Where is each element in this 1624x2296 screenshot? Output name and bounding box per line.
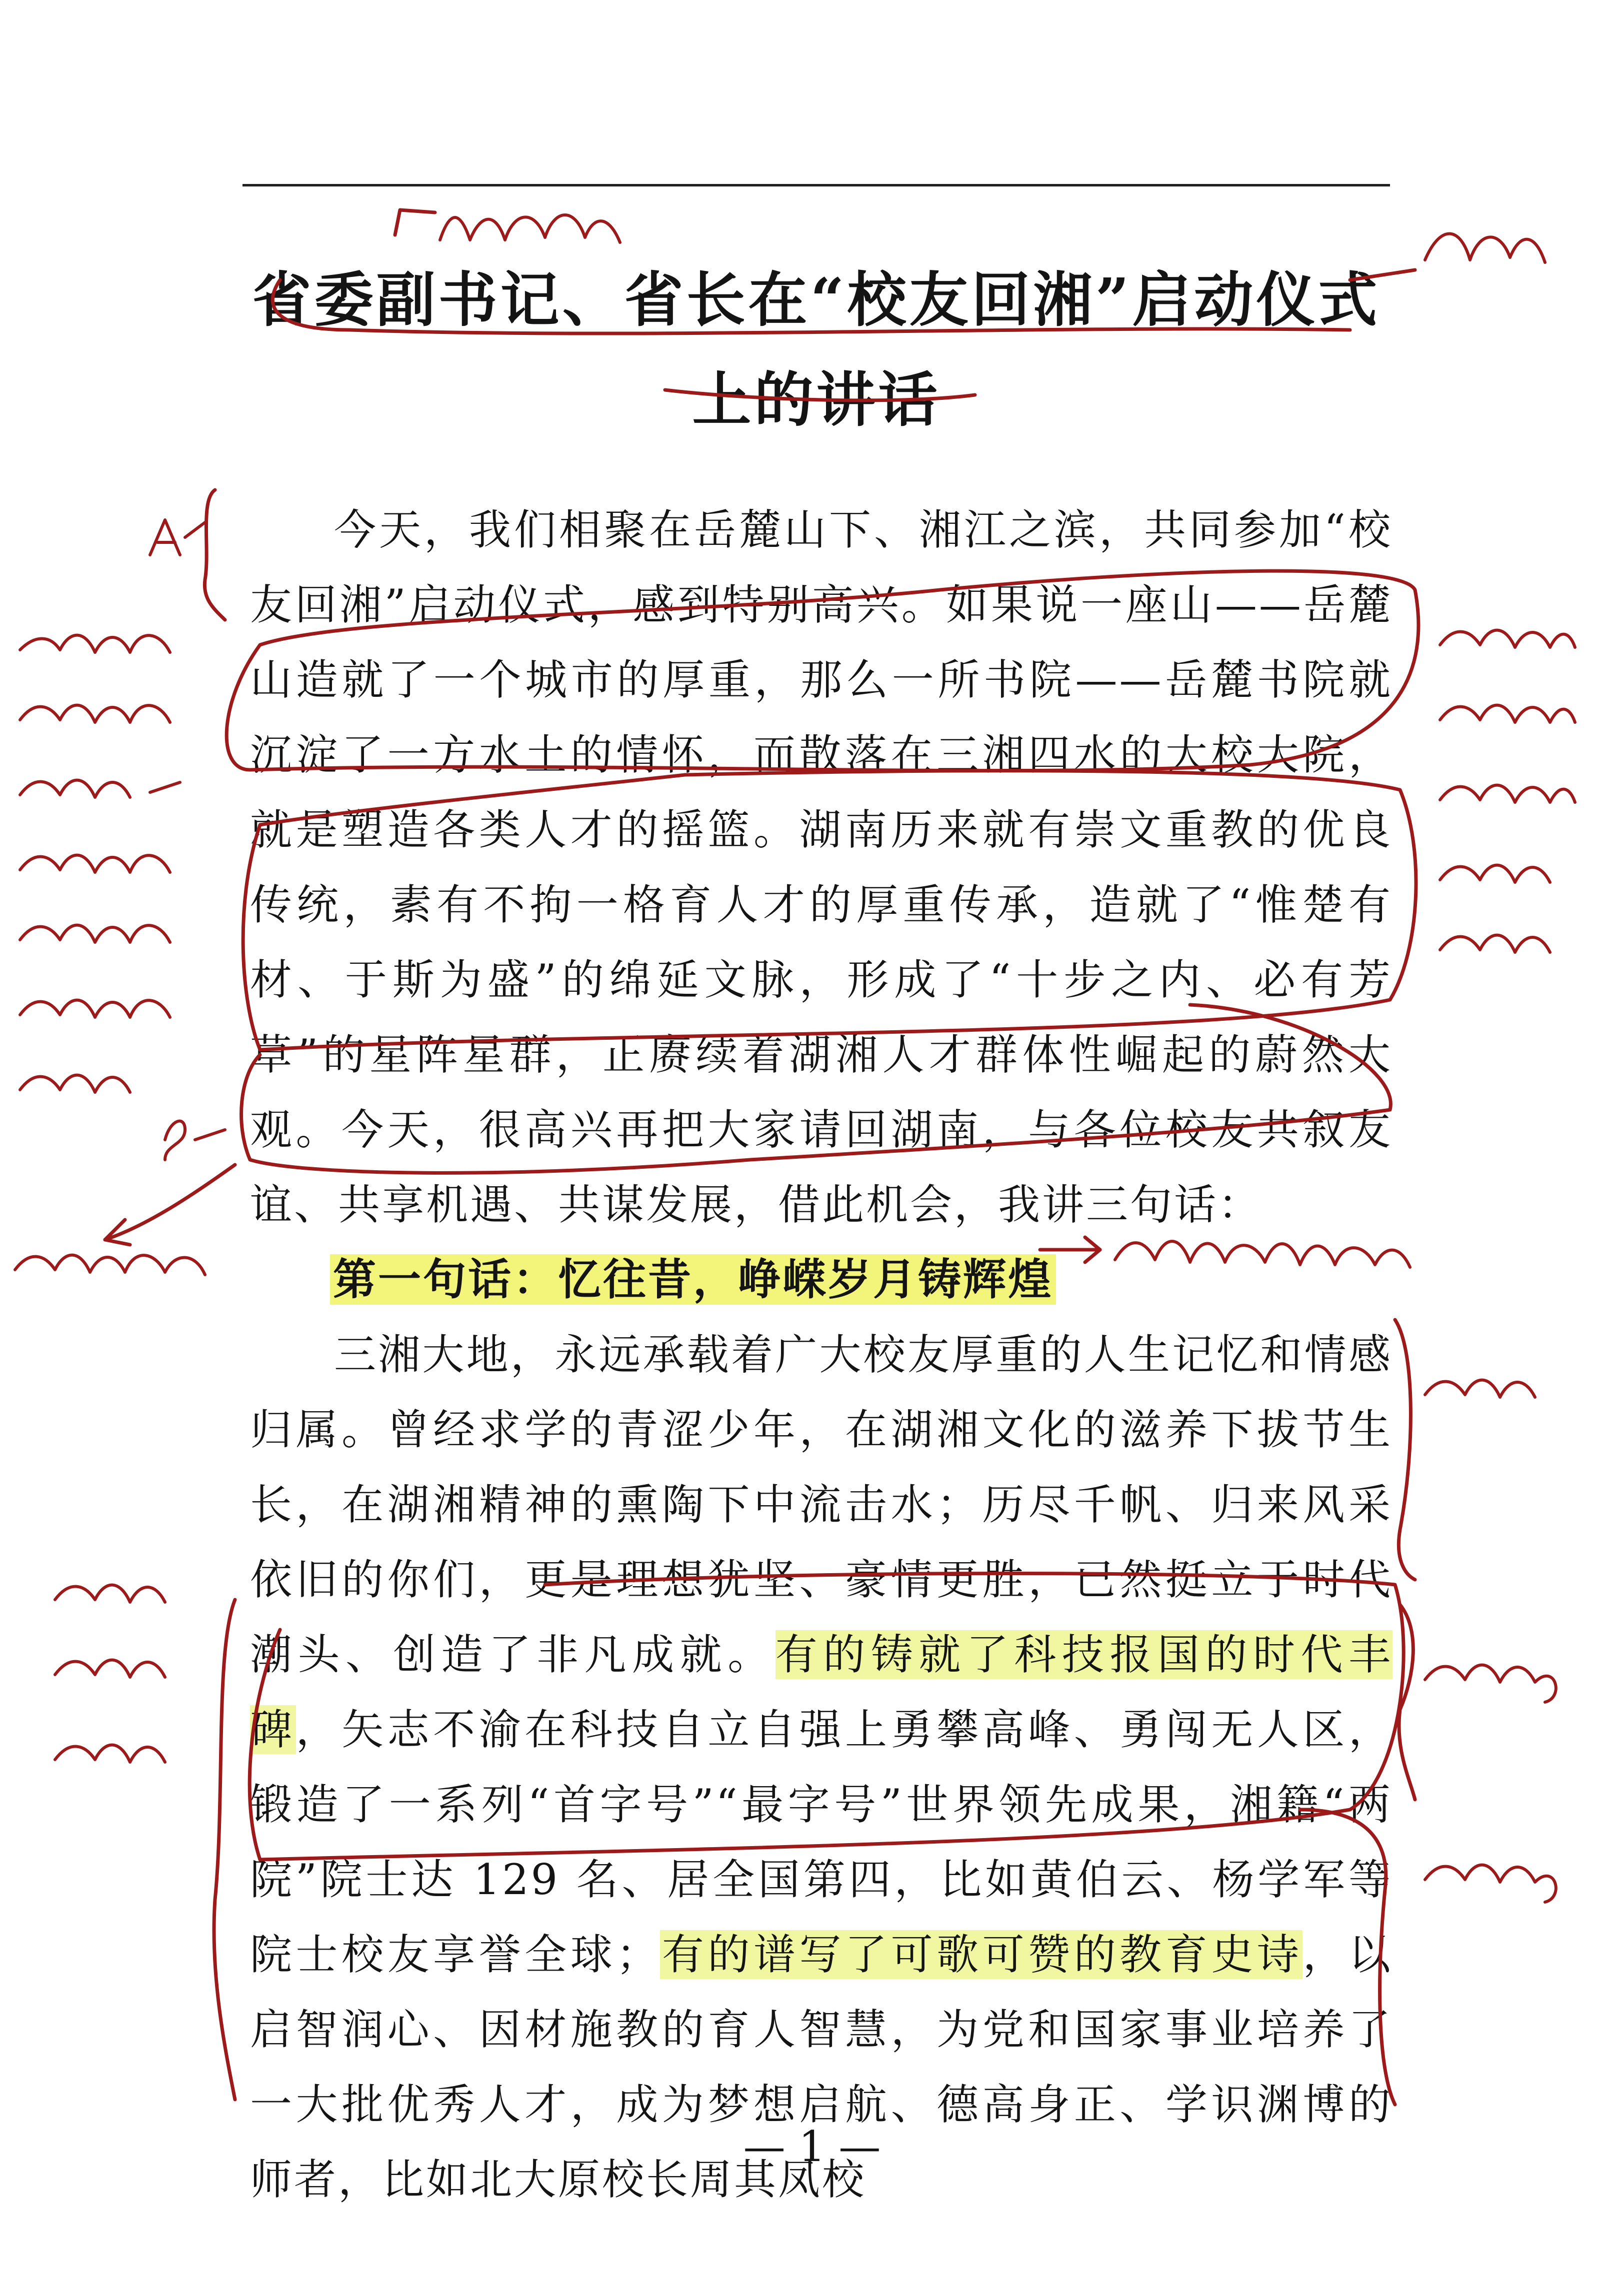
header-rule [242,184,1390,186]
section-paragraph [250,1317,1392,2217]
section-paragraph-example-2: ，以启智润心、因材施教的育人智慧，为党和国家事业培养了一大批优秀人才，成为梦想启航、德高身正、学识渊博的师者，比如北大原校长周其凤校 [250,1930,1392,2204]
highlight-example-1: 有的铸就了科技报国的时代丰碑 [250,1630,1392,1754]
section-paragraph-example-1: ，矢志不渝在科技自立自强上勇攀高峰、勇闯无人区，锻造了一系列“首字号”“最字号”世界领先成果，湘籍“两院”院士达 129 名、居全国第四，比如黄伯云、杨学军等院士校友享誉全球； [250,1705,1392,1979]
section-heading-text: 第一句话：忆往昔，峥嵘岁月铸辉煌 [330,1254,1056,1305]
section-paragraph-intro: 三湘大地，永远承载着广大校友厚重的人生记忆和情感归属。曾经求学的青涩少年，在湖湘文化的滋养下拔节生长，在湖湘精神的熏陶下中流击水；历尽千帆、归来风采依旧的你们，更是理想犹坚、豪情更胜，已然挺立于时代潮头、创造了非凡成就。 [250,1330,1392,1679]
section-heading [250,1242,1392,1317]
document-body [250,492,1392,2217]
highlight-example-2: 有的谱写了可歌可赞的教育史诗 [660,1930,1303,1979]
opening-paragraph: 今天，我们相聚在岳麓山下、湘江之滨，共同参加“校友回湘”启动仪式，感到特别高兴。如果说一座山——岳麓山造就了一个城市的厚重，那么一所书院——岳麓书院就沉淀了一方水土的情怀，而散落在三湘四水的大校大院，就是塑造各类人才的摇篮。湖南历来就有崇文重教的优良传统，素有不拘一格育人才的厚重传承，造就了“惟楚有材、于斯为盛”的绵延文脉，形成了“十步之内、必有芳草”的星阵星群，正赓续着湖湘人才群体性崛起的蔚然大观。今天，很高兴再把大家请回湖南，与各位校友共叙友谊、共享机遇、共谋发展，借此机会，我讲三句话： [250,505,1392,1229]
page-number: — 1 — [743,2122,881,2171]
page-title: 省委副书记、省长在“校友回湘”启动仪式上的讲话 [252,265,1380,434]
